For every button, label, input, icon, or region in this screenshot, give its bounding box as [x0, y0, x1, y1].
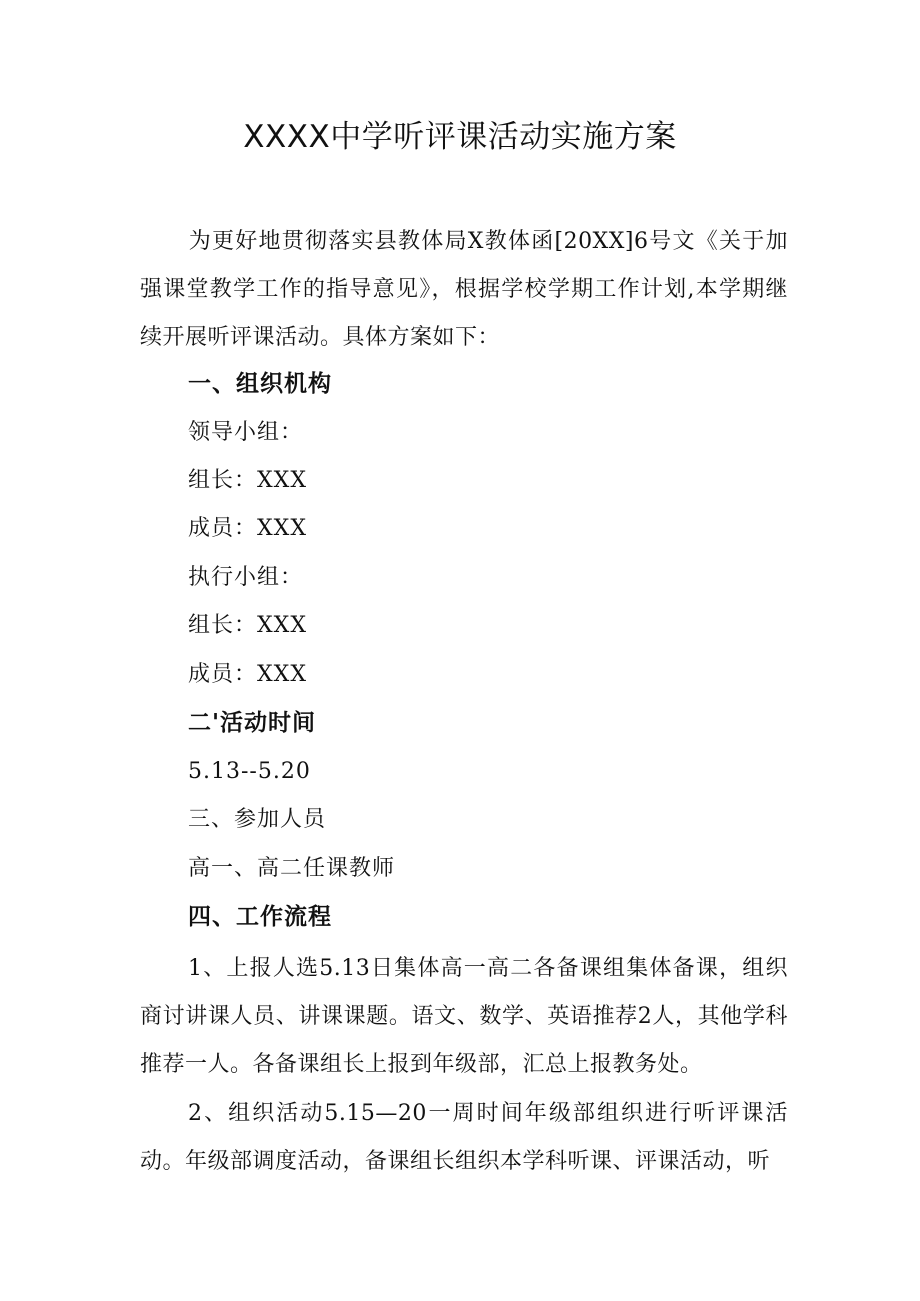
exec-group-members: 成员：XXX — [188, 662, 307, 687]
leading-group-label: 领导小组： — [188, 420, 304, 445]
activity-dates: 5.13--5.20 — [188, 759, 311, 784]
workflow-step-2 — [140, 1090, 788, 1186]
participants-text: 高一、高二任课教师 — [188, 856, 396, 881]
workflow-step-1-text: 1、上报人选5.13日集体高一高二各备课组集体备课，组织商讨讲课人员、讲课课题。语文、数学、英语推荐2人，其他学科推荐一人。各备课组长上报到年级部，汇总上报教务处。 — [140, 956, 788, 1077]
leading-group-leader: 组长：XXX — [188, 468, 307, 493]
section-heading-time: 二'活动时间 — [188, 710, 317, 736]
section-heading-workflow: 四、工作流程 — [188, 904, 332, 930]
workflow-step-1 — [140, 945, 788, 1089]
intro-text: 为更好地贯彻落实县教体局X教体函[20XX]6号文《关于加强课堂教学工作的指导意见》，根据学校学期工作计划,本学期继续开展听评课活动。具体方案如下： — [140, 229, 788, 350]
exec-group-label: 执行小组： — [188, 565, 304, 590]
section-heading-organization: 一、组织机构 — [188, 371, 332, 397]
leading-group-members: 成员：XXX — [188, 516, 307, 541]
intro-paragraph — [140, 218, 788, 362]
document-title: XXXX中学听评课活动实施方案 — [243, 119, 677, 155]
exec-group-leader: 组长：XXX — [188, 613, 307, 638]
section-heading-participants: 三、参加人员 — [188, 807, 327, 832]
workflow-step-2-text: 2、组织活动5.15—20一周时间年级部组织进行听评课活动。年级部调度活动，备课组长组织本学科听课、评课活动，听 — [140, 1101, 788, 1174]
